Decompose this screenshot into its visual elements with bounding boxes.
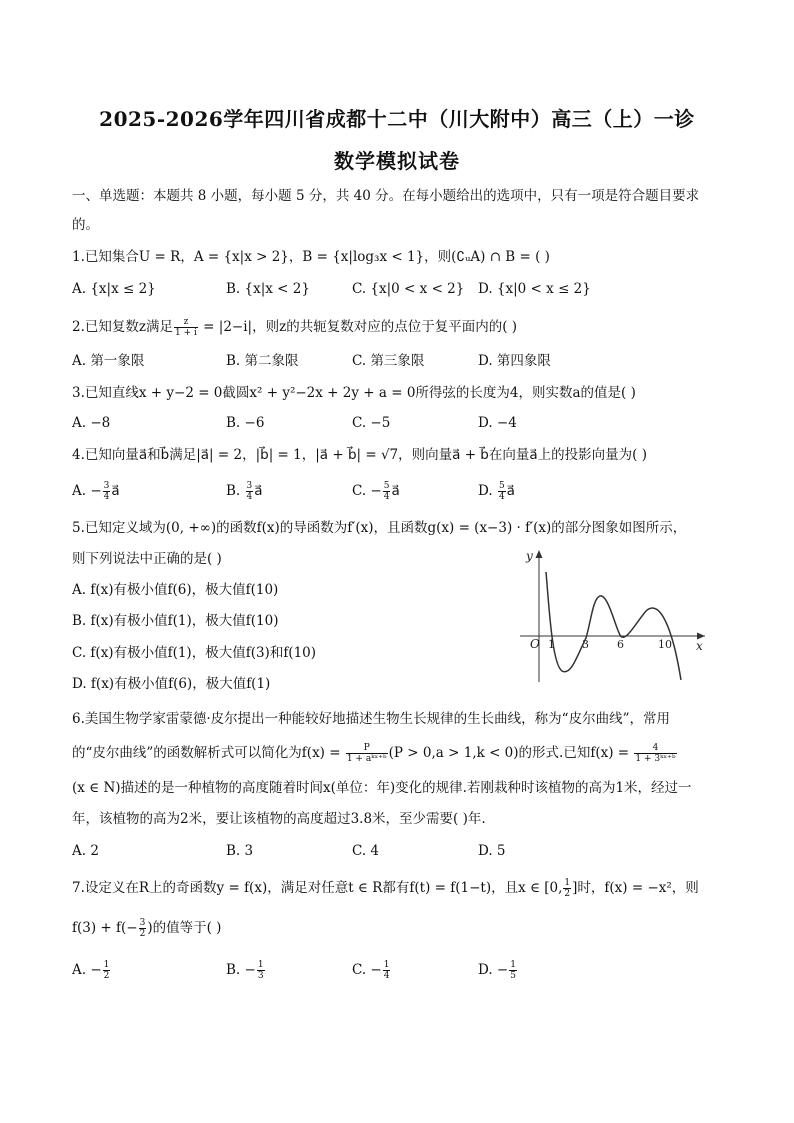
- option-prefix: A. −: [72, 483, 102, 499]
- origin-label: O: [530, 637, 540, 651]
- question-6-formula-middle: (P > 0,a > 1,k < 0)的形式.已知f(x) =: [388, 745, 634, 761]
- tick-label-3: 3: [582, 638, 589, 651]
- question-6-stem: 6.美国生物学家雷蒙德·皮尔提出一种能较好地描述生物生长规律的生长曲线，称为“皮尔曲线”，常用: [72, 711, 670, 727]
- question-2-option-d: D. 第四象限: [478, 353, 551, 369]
- option-suffix: a⃗: [254, 483, 263, 499]
- tick-label-6: 6: [617, 638, 624, 651]
- fraction-denominator: 1 + 3ᵏˣ⁺ᵇ: [635, 754, 676, 764]
- question-6-option-c: C. 4: [352, 843, 380, 859]
- option-prefix: B. −: [226, 962, 256, 978]
- question-7-stem: [72, 878, 699, 899]
- fraction-numerator: 5: [383, 481, 390, 491]
- tick-label-1: 1: [548, 638, 555, 651]
- question-2-stem-end: = |2−i|，则z的共轭复数对应的点位于复平面内的( ): [198, 319, 518, 335]
- fraction-numerator: 1: [510, 960, 516, 970]
- option-fraction: [246, 481, 254, 502]
- question-5-stem-cont: 则下列说法中正确的是( ): [72, 551, 222, 567]
- question-3-option-d: D. −4: [478, 415, 517, 431]
- option-fraction: [498, 481, 506, 502]
- question-3-option-a: A. −8: [72, 415, 111, 431]
- pearl-fraction-specific: [634, 743, 676, 764]
- question-6-stem-formula: [72, 743, 678, 764]
- fraction-numerator: 3: [246, 481, 253, 491]
- option-fraction: [103, 960, 111, 981]
- option-fraction: [257, 960, 265, 981]
- option-suffix: a⃗: [391, 483, 400, 499]
- function-curve: [546, 572, 681, 680]
- question-2-option-b: B. 第二象限: [226, 353, 299, 369]
- y-axis-arrow: [536, 550, 543, 558]
- y-axis-label: y: [526, 549, 533, 563]
- question-5-option-a: A. f(x)有极小值f(6)，极大值f(10): [72, 582, 279, 598]
- question-4-stem: 4.已知向量a⃗和b⃗满足|a⃗| = 2，|b⃗| = 1，|a⃗ + b⃗| = √7，则向量a⃗ + b⃗在向量a⃗上的投影向量为( ): [72, 447, 647, 463]
- fraction-denominator: 5: [510, 971, 516, 981]
- fraction-denominator: 1 + aᵏˣ⁺ᵇ: [346, 754, 387, 764]
- question-5-option-c: C. f(x)有极小值f(1)，极大值f(3)和f(10): [72, 645, 317, 661]
- fraction-numerator: 3: [103, 481, 110, 491]
- question-4-option-a: [72, 481, 120, 502]
- fraction-numerator: P: [346, 743, 388, 754]
- fraction-denominator: 1 + i: [175, 328, 197, 338]
- question-5-option-d: D. f(x)有极小值f(6)，极大值f(1): [72, 676, 271, 692]
- option-suffix: a⃗: [506, 483, 515, 499]
- question-7-option-a: [72, 960, 111, 981]
- fraction-denominator: 4: [383, 492, 390, 502]
- question-7-option-b: [226, 960, 266, 981]
- option-fraction: [383, 481, 391, 502]
- question-2-fraction: [174, 317, 198, 338]
- fraction-denominator: 4: [383, 971, 390, 981]
- question-3-stem: 3.已知直线x + y−2 = 0截圆x² + y²−2x + 2y + a = 0所得弦的长度为4，则实数a的值是( ): [72, 385, 636, 401]
- question-7-cont-fraction: [139, 918, 147, 939]
- question-1-option-b: B. {x|x < 2}: [226, 281, 310, 297]
- option-prefix: D.: [478, 483, 497, 499]
- fraction-denominator: 3: [257, 971, 264, 981]
- x-axis-label: x: [696, 639, 703, 653]
- option-prefix: C. −: [352, 962, 382, 978]
- question-6-stem-end: 年，该植物的高为2米，要让该植物的高度超过3.8米，至少需要( )年.: [72, 811, 486, 827]
- question-2-option-c: C. 第三象限: [352, 353, 425, 369]
- question-1-option-c: C. {x|0 < x < 2}: [352, 281, 465, 297]
- option-fraction: [509, 960, 517, 981]
- question-7-cont-end: )的值等于( ): [147, 920, 222, 936]
- question-7-option-d: [478, 960, 518, 981]
- question-6-option-a: A. 2: [72, 843, 99, 859]
- option-suffix: a⃗: [111, 483, 120, 499]
- fraction-denominator: 4: [246, 492, 253, 502]
- fraction-numerator: z: [174, 317, 198, 328]
- fraction-denominator: 2: [564, 889, 571, 899]
- fraction-denominator: 4: [103, 492, 110, 502]
- fraction-numerator: 1: [103, 960, 110, 970]
- question-7-fraction: [563, 878, 571, 899]
- question-2-stem: [72, 317, 517, 338]
- question-4-option-b: [226, 481, 263, 502]
- question-3-option-b: B. −6: [226, 415, 265, 431]
- question-7-option-c: [352, 960, 391, 981]
- question-7-stem-end: ]时，f(x) = −x²，则: [572, 880, 699, 896]
- fraction-denominator: 2: [103, 971, 110, 981]
- question-6-formula-start: 的“皮尔曲线”的函数解析式可以简化为f(x) =: [72, 745, 345, 761]
- fraction-denominator: 4: [498, 492, 505, 502]
- page-title: 2025-2026学年四川省成都十二中（川大附中）高三（上）一诊: [99, 107, 695, 131]
- fraction-numerator: 1: [383, 960, 390, 970]
- question-5-graph: [515, 546, 710, 684]
- option-prefix: B.: [226, 483, 245, 499]
- question-1-stem: 1.已知集合U = R，A = {x|x > 2}，B = {x|log₃x < 1}，则(∁ᵤA) ∩ B = ( ): [72, 249, 550, 265]
- question-1-option-a: A. {x|x ≤ 2}: [72, 281, 156, 297]
- fraction-numerator: 4: [634, 743, 676, 754]
- option-prefix: A. −: [72, 962, 102, 978]
- question-5-option-b: B. f(x)有极小值f(1)，极大值f(10): [72, 613, 279, 629]
- fraction-numerator: 3: [139, 918, 146, 928]
- question-3-option-c: C. −5: [352, 415, 391, 431]
- question-1-option-d: D. {x|0 < x ≤ 2}: [478, 281, 591, 297]
- question-2-stem-start: 2.已知复数z满足: [72, 319, 173, 335]
- question-6-stem-cont: (x ∈ N)描述的是一种植物的高度随着时间x(单位：年)变化的规律.若刚栽种时该植物的高为1米，经过一: [72, 780, 692, 796]
- option-prefix: C. −: [352, 483, 382, 499]
- question-4-option-d: [478, 481, 515, 502]
- question-2-option-a: A. 第一象限: [72, 353, 145, 369]
- section-heading: 一、单选题：本题共 8 小题，每小题 5 分，共 40 分。在每小题给出的选项中，只有一项是符合题目要求: [72, 188, 700, 204]
- page-subtitle: 数学模拟试卷: [334, 149, 460, 173]
- question-6-option-d: D. 5: [478, 843, 506, 859]
- option-prefix: D. −: [478, 962, 509, 978]
- section-heading-cont: 的。: [72, 217, 99, 233]
- question-4-option-c: [352, 481, 400, 502]
- fraction-numerator: 1: [257, 960, 264, 970]
- option-fraction: [103, 481, 111, 502]
- question-5-stem: 5.已知定义域为(0, +∞)的函数f(x)的导函数为f′(x)，且函数g(x) = (x−3) · f′(x)的部分图象如图所示，: [72, 520, 687, 536]
- pearl-fraction-general: [346, 743, 388, 764]
- fraction-denominator: 2: [139, 929, 146, 939]
- fraction-numerator: 5: [498, 481, 505, 491]
- option-fraction: [383, 960, 391, 981]
- question-7-cont-start: f(3) + f(−: [72, 920, 138, 936]
- question-7-stem-start: 7.设定义在R上的奇函数y = f(x)，满足对任意t ∈ R都有f(t) = f(1−t)，且x ∈ [0,: [72, 880, 563, 896]
- question-6-option-b: B. 3: [226, 843, 254, 859]
- question-7-stem-cont: [72, 918, 221, 939]
- fraction-numerator: 1: [564, 878, 571, 888]
- tick-label-10: 10: [658, 638, 672, 651]
